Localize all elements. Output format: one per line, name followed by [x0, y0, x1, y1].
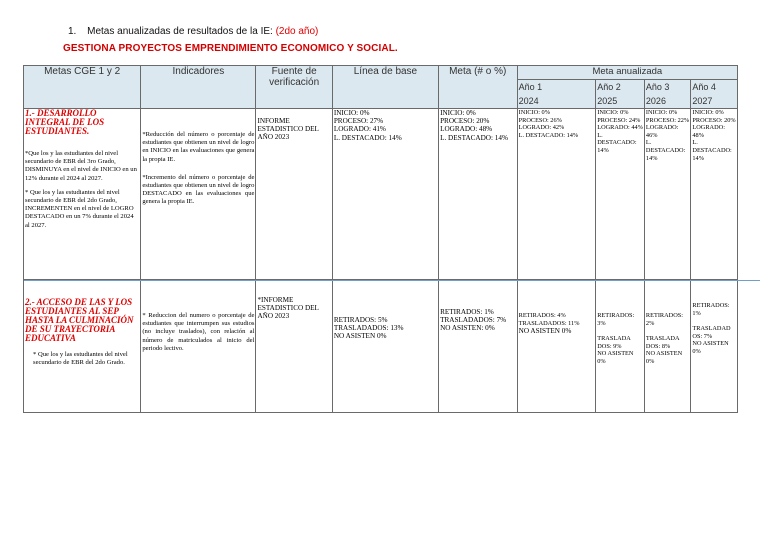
metas-table	[23, 65, 738, 413]
goal-item: * Que los y las estudiantes del nivel secundario de EBR del 2do Grado, INCREMENTEN en el nivel de LOGRO DESTACADO en un 7% durante el 2024 al 2027.	[25, 188, 134, 229]
goal-title: 1.- DESARROLLO INTEGRAL DE LOS ESTUDIANTES.	[25, 108, 105, 136]
goal-cell	[24, 280, 141, 413]
year-1-cell: INICIO: 0% PROCESO: 26% LOGRADO: 42% L. DESTACADO: 14%	[517, 109, 596, 280]
year-4-cell: RETIRADOS: 1% TRASLADAD OS: 7% NO ASISTEN 0%	[691, 280, 738, 413]
goal-title: 2.- ACCESO DE LAS Y LOS ESTUDIANTES AL SEP HASTA LA CULMINACIÓN DE SU TRAYECTORIA EDUCATIVA	[25, 297, 134, 343]
year-1-cell: RETIRADOS: 4% TRASLADADOS: 11% NO ASISTEN 0%	[517, 280, 596, 413]
header-year-2: Año 2 2025	[596, 80, 645, 109]
header-metas: Metas CGE 1 y 2	[24, 66, 141, 109]
goal-item: *Que los y las estudiantes del nivel secundario de EBR del 3ro Grado, DISMINUYA en el nivel de INICIO en un 12% durante el 2024 al 2027.	[25, 150, 137, 182]
header-linea-base: Línea de base	[332, 66, 438, 109]
fuente-text: INFORME ESTADISTICO DEL AÑO 2023	[257, 117, 319, 142]
year-4-cell: INICIO: 0% PROCESO: 20% LOGRADO: 48% L. DESTACADO: 14%	[691, 109, 738, 280]
header-year-1: Año 1 2024	[517, 80, 596, 109]
linea-base-cell: RETIRADOS: 5% TRASLADADOS: 13% NO ASISTEN 0%	[332, 280, 438, 413]
fuente-cell	[256, 280, 332, 413]
header-meta: Meta (# o %)	[439, 66, 518, 109]
section-divider	[24, 280, 760, 281]
fuente-cell	[256, 109, 332, 280]
meta-cell: RETIRADOS: 1% TRASLADADOS: 7% NO ASISTEN: 0%	[439, 280, 518, 413]
header-indicadores: Indicadores	[141, 66, 256, 109]
indicator-item: *Incremento del número o porcentaje de estudiantes que obtienen un nivel de logro DESTACADO en las evaluaciones que genera la propia IE.	[142, 173, 255, 206]
indicator-cell	[141, 109, 256, 280]
table-row	[24, 280, 738, 413]
year-3-cell: RETIRADOS: 2% TRASLADA DOS: 8% NO ASISTEN 0%	[644, 280, 690, 413]
year-2-cell: RETIRADOS: 3% TRASLADA DOS: 9% NO ASISTEN 0%	[596, 280, 645, 413]
heading-number: 1.	[68, 26, 77, 37]
section-subheading: GESTIONA PROYECTOS EMPRENDIMIENTO ECONOMICO Y SOCIAL.	[63, 43, 398, 54]
table-row	[24, 109, 738, 280]
header-year-4: Año 4 2027	[691, 80, 738, 109]
goal-item: * Que los y las estudiantes del nivel secundario de EBR del 2do Grado.	[33, 351, 128, 367]
goal-cell	[24, 109, 141, 280]
fuente-text: *INFORME ESTADISTICO DEL AÑO 2023	[257, 296, 319, 321]
header-meta-anualizada: Meta anualizada	[517, 66, 737, 80]
indicator-item: *Reducción del número o porcentaje de estudiantes que obtienen un nivel de logro en INICIO en las evaluaciones que genera la propia IE.	[142, 131, 255, 163]
section-heading	[68, 26, 318, 37]
heading-text: Metas anualizadas de resultados de la IE:	[87, 26, 273, 37]
header-fuente: Fuente de verificación	[256, 66, 332, 109]
year-2-cell: INICIO: 0% PROCESO: 24% LOGRADO: 44% L. DESTACADO: 14%	[596, 109, 645, 280]
meta-cell: INICIO: 0% PROCESO: 20% LOGRADO: 48% L. DESTACADO: 14%	[439, 109, 518, 280]
heading-highlight: (2do año)	[275, 26, 319, 37]
indicator-item: * Reduccion del numero o porcentaje de estudiantes que interrumpen sus estudios (no incluye traslados), con relación al número de matriculados al inicio del periodo lectivo.	[142, 312, 255, 352]
header-year-3: Año 3 2026	[644, 80, 690, 109]
indicator-cell	[141, 280, 256, 413]
linea-base-cell: INICIO: 0% PROCESO: 27% LOGRADO: 41% L. DESTACADO: 14%	[332, 109, 438, 280]
year-3-cell: INICIO: 0% PROCESO: 22% LOGRADO: 46% L. DESTACADO: 14%	[644, 109, 690, 280]
